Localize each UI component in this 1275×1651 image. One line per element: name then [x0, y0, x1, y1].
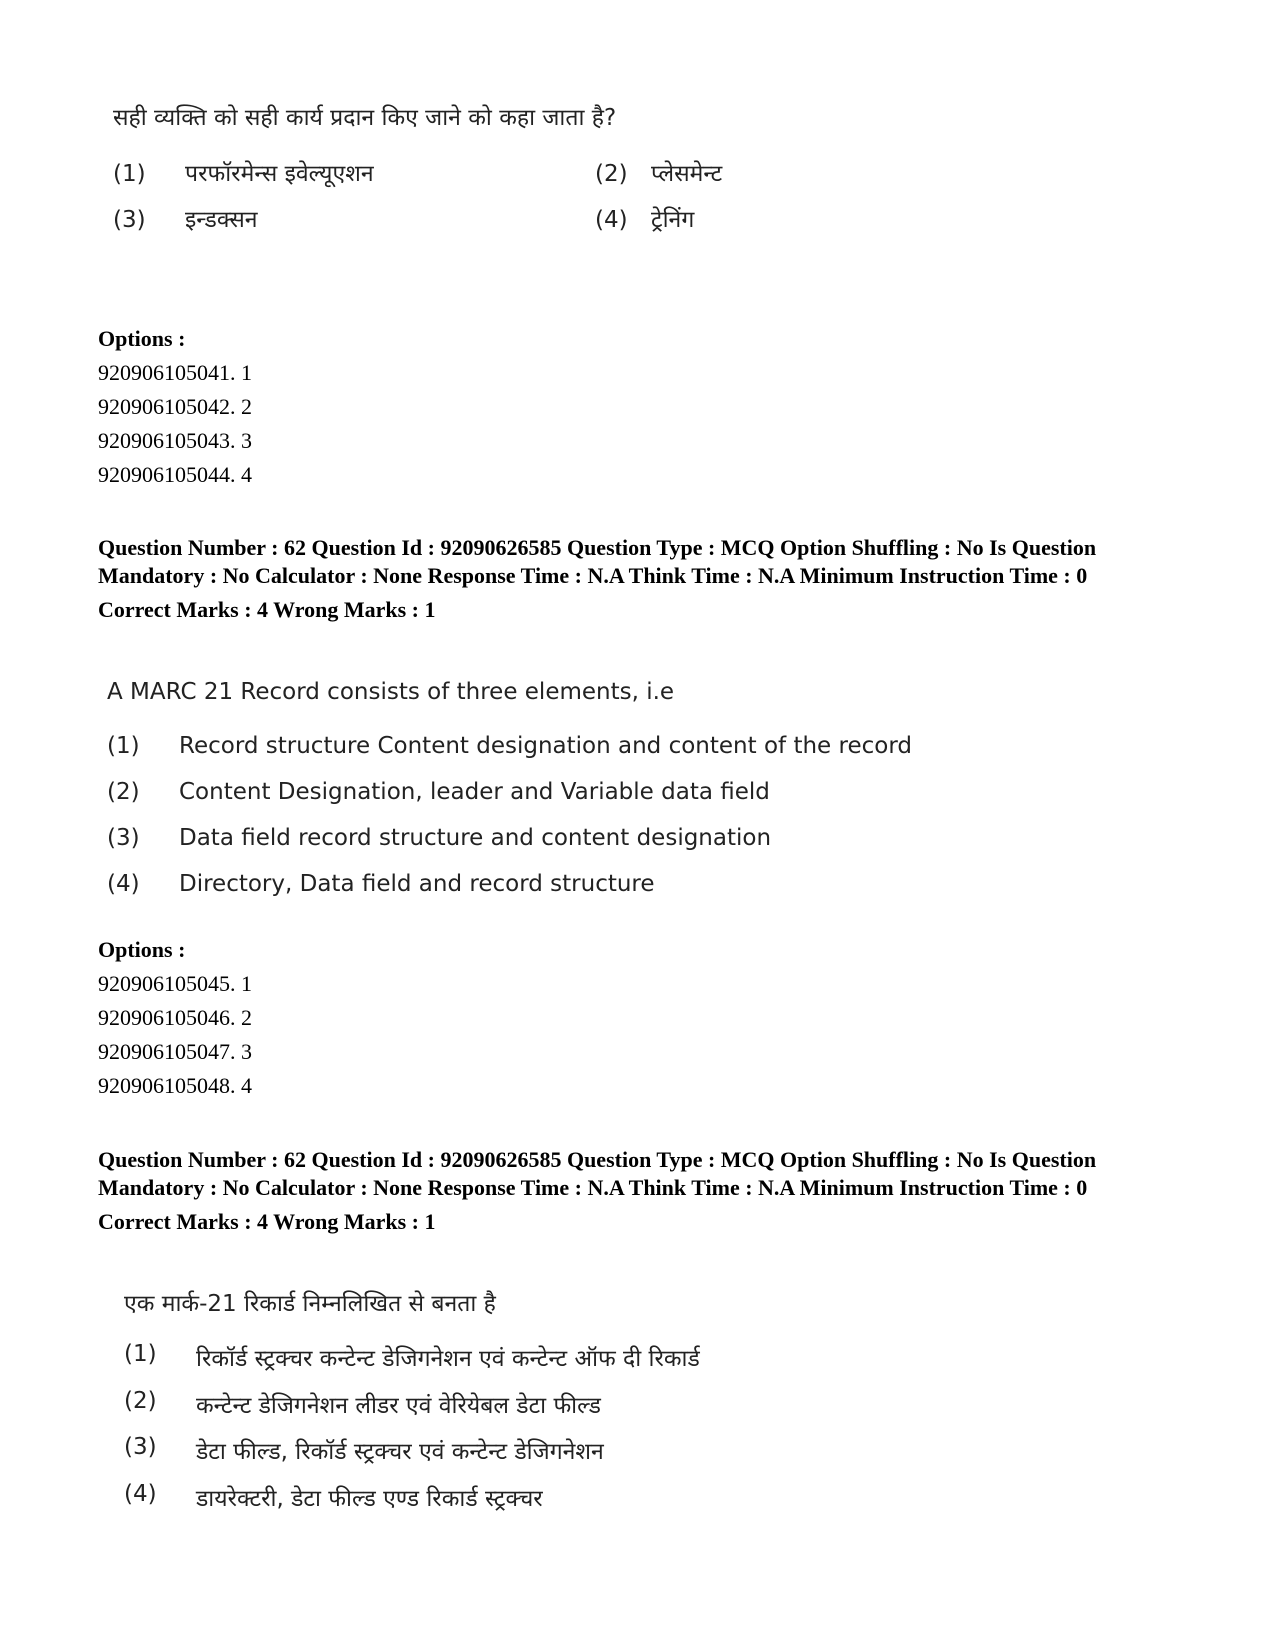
- choice-text: परफॉरमेन्स इवेल्यूएशन: [185, 161, 374, 187]
- options-label: Options :: [98, 937, 186, 962]
- choice-number: (4): [124, 1481, 157, 1507]
- option-id: 920906105043. 3: [98, 428, 252, 453]
- choice-item: [107, 871, 655, 897]
- choice-item: [124, 1388, 601, 1420]
- choice-item: [113, 202, 258, 234]
- choice-number: (1): [107, 733, 140, 759]
- choice-item: [113, 156, 374, 188]
- choice-number: (4): [595, 207, 628, 233]
- choice-number: (1): [113, 161, 146, 187]
- choice-number: (1): [124, 1341, 157, 1367]
- choice-number: (2): [124, 1388, 157, 1414]
- question-meta: Question Number : 62 Question Id : 92090626585 Question Type : MCQ Option Shuffling : No Is Question Mandatory : No Calculator : None Response Time : N.A Think Time : N.A Minimum Instruction Time : 0: [98, 1147, 1097, 1200]
- choice-text: Content Designation, leader and Variable data field: [179, 779, 770, 805]
- choice-text: रिकॉर्ड स्ट्रक्चर कन्टेन्ट डेजिगनेशन एवं कन्टेन्ट ऑफ दी रिकार्ड: [196, 1346, 700, 1372]
- choice-item: [107, 779, 770, 805]
- choice-number: (2): [107, 779, 140, 805]
- question-marks: Correct Marks : 4 Wrong Marks : 1: [98, 1209, 436, 1234]
- choice-number: (3): [107, 825, 140, 851]
- question-text: एक मार्क-21 रिकार्ड निम्नलिखित से बनता है: [124, 1291, 496, 1317]
- choice-item: [595, 202, 694, 234]
- choice-number: (3): [124, 1434, 157, 1460]
- choice-text: Record structure Content designation and content of the record: [179, 733, 912, 759]
- choice-item: [595, 156, 722, 188]
- choice-text: प्लेसमेन्ट: [651, 161, 723, 187]
- option-id: 920906105041. 1: [98, 360, 252, 385]
- question-text: A MARC 21 Record consists of three elements, i.e: [107, 679, 675, 705]
- options-block: [98, 322, 252, 492]
- choice-text: कन्टेन्ट डेजिगनेशन लीडर एवं वेरियेबल डेटा फील्ड: [196, 1393, 601, 1419]
- choice-item: [107, 733, 912, 759]
- options-block: [98, 933, 252, 1103]
- question-text: सही व्यक्ति को सही कार्य प्रदान किए जाने को कहा जाता है?: [113, 105, 617, 131]
- choice-number: (2): [595, 161, 628, 187]
- choice-item: [124, 1481, 543, 1513]
- choice-number: (4): [107, 871, 140, 897]
- option-id: 920906105048. 4: [98, 1073, 252, 1098]
- choice-number: (3): [113, 207, 146, 233]
- question-marks: Correct Marks : 4 Wrong Marks : 1: [98, 597, 436, 622]
- choice-text: ट्रेनिंग: [651, 207, 695, 233]
- choice-text: इन्डक्सन: [185, 207, 258, 233]
- options-label: Options :: [98, 326, 186, 351]
- choice-item: [107, 825, 771, 851]
- choice-text: डायरेक्टरी, डेटा फील्ड एण्ड रिकार्ड स्ट्रक्चर: [196, 1486, 543, 1512]
- choice-text: Data field record structure and content designation: [179, 825, 772, 851]
- choice-item: [124, 1434, 604, 1466]
- question-header: [98, 534, 1188, 624]
- choice-item: [124, 1341, 700, 1373]
- question-meta: Question Number : 62 Question Id : 92090626585 Question Type : MCQ Option Shuffling : No Is Question Mandatory : No Calculator : None Response Time : N.A Think Time : N.A Minimum Instruction Time : 0: [98, 535, 1097, 588]
- option-id: 920906105045. 1: [98, 971, 252, 996]
- option-id: 920906105046. 2: [98, 1005, 252, 1030]
- option-id: 920906105047. 3: [98, 1039, 252, 1064]
- choice-text: डेटा फील्ड, रिकॉर्ड स्ट्रक्चर एवं कन्टेन्ट डेजिगनेशन: [196, 1439, 604, 1465]
- option-id: 920906105042. 2: [98, 394, 252, 419]
- option-id: 920906105044. 4: [98, 462, 252, 487]
- choice-text: Directory, Data field and record structure: [179, 871, 655, 897]
- question-header: [98, 1146, 1188, 1236]
